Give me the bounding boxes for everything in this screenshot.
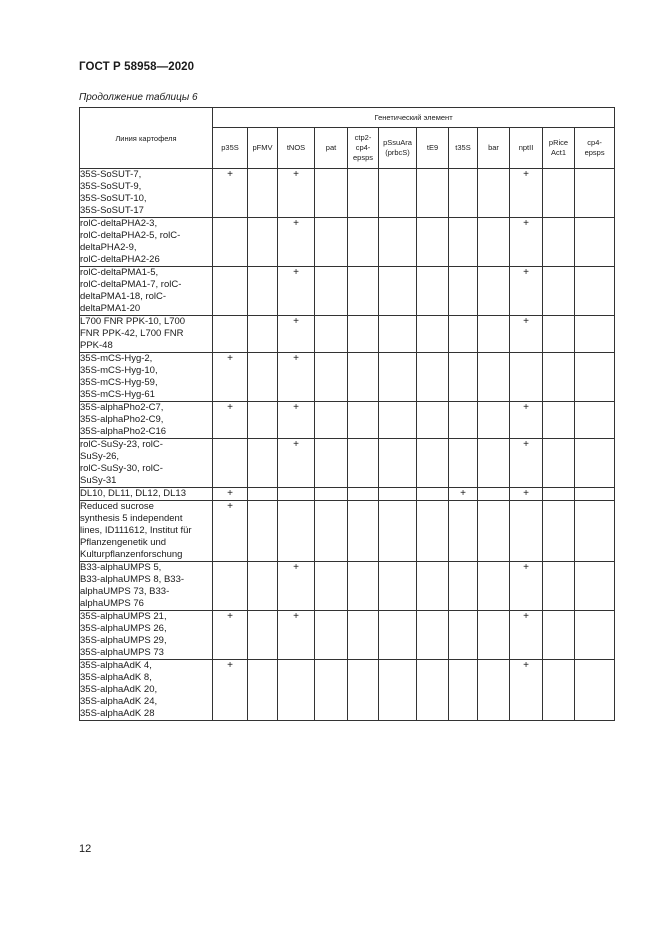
element-mark-cell [213,562,248,611]
element-mark-cell [575,660,615,721]
table-caption: Продолжение таблицы 6 [79,92,198,103]
element-mark-cell [449,501,478,562]
table-row [80,267,615,316]
element-mark-cell [348,402,379,439]
element-mark-cell [315,660,348,721]
element-mark-cell [315,218,348,267]
element-mark-cell [575,439,615,488]
element-mark-cell [417,562,449,611]
table-row [80,353,615,402]
element-mark-cell [417,353,449,402]
element-mark-cell: + [278,562,315,611]
element-mark-cell: + [278,316,315,353]
element-mark-cell: + [510,611,543,660]
element-mark-cell [575,501,615,562]
element-mark-cell: + [213,488,248,501]
element-mark-cell [379,316,417,353]
element-mark-cell [348,353,379,402]
element-mark-cell [315,316,348,353]
table-row [80,660,615,721]
element-mark-cell [417,611,449,660]
element-mark-cell [510,501,543,562]
element-mark-cell [478,611,510,660]
element-mark-cell [248,169,278,218]
element-mark-cell [248,316,278,353]
element-mark-cell [417,439,449,488]
element-mark-cell: + [278,169,315,218]
line-name-cell: 35S-alphaUMPS 21, 35S-alphaUMPS 26, 35S-alphaUMPS 29, 35S-alphaUMPS 73 [80,611,213,660]
element-mark-cell [248,501,278,562]
table-row [80,611,615,660]
element-mark-cell [348,562,379,611]
element-mark-cell [449,316,478,353]
line-name-cell: rolC-SuSy-23, rolC- SuSy-26, rolC-SuSy-30, rolC- SuSy-31 [80,439,213,488]
column-header: t35S [449,128,478,169]
element-mark-cell [248,402,278,439]
element-mark-cell [478,353,510,402]
page-number: 12 [79,843,92,855]
element-mark-cell [417,402,449,439]
element-mark-cell [575,316,615,353]
element-mark-cell [478,316,510,353]
element-mark-cell: + [278,353,315,402]
element-mark-cell [213,267,248,316]
column-header: tE9 [417,128,449,169]
line-name-cell: L700 FNR PPK-10, L700 FNR PPK-42, L700 FNR PPK-48 [80,316,213,353]
element-mark-cell: + [213,501,248,562]
column-header: pat [315,128,348,169]
element-mark-cell [417,660,449,721]
document-title: ГОСТ Р 58958—2020 [79,61,195,73]
line-name-cell: 35S-alphaPho2-C7, 35S-alphaPho2-C9, 35S-alphaPho2-C16 [80,402,213,439]
column-header: ctp2- cp4- epsps [348,128,379,169]
element-mark-cell [379,501,417,562]
element-mark-cell [417,316,449,353]
element-mark-cell [315,611,348,660]
column-header: tNOS [278,128,315,169]
element-mark-cell [379,488,417,501]
element-mark-cell [449,611,478,660]
element-mark-cell [315,353,348,402]
element-mark-cell [478,660,510,721]
line-name-cell: B33-alphaUMPS 5, B33-alphaUMPS 8, B33- alphaUMPS 73, B33- alphaUMPS 76 [80,562,213,611]
element-mark-cell: + [213,402,248,439]
element-mark-cell [348,501,379,562]
element-mark-cell: + [510,562,543,611]
element-mark-cell: + [510,218,543,267]
element-mark-cell [379,169,417,218]
element-mark-cell [379,611,417,660]
element-mark-cell [348,611,379,660]
element-mark-cell [543,611,575,660]
line-name-cell: 35S-SoSUT-7, 35S-SoSUT-9, 35S-SoSUT-10, 35S-SoSUT-17 [80,169,213,218]
element-mark-cell [575,562,615,611]
element-mark-cell [449,562,478,611]
line-name-cell: rolC-deltaPMA1-5, rolC-deltaPMA1-7, rolC- deltaPMA1-18, rolC- deltaPMA1-20 [80,267,213,316]
column-header: nptII [510,128,543,169]
element-mark-cell [543,660,575,721]
element-mark-cell [543,316,575,353]
table-row [80,562,615,611]
element-mark-cell [449,402,478,439]
element-mark-cell [248,562,278,611]
element-mark-cell [315,501,348,562]
element-mark-cell [248,611,278,660]
table-row [80,169,615,218]
column-header: p35S [213,128,248,169]
element-mark-cell [278,488,315,501]
element-mark-cell [449,218,478,267]
element-mark-cell [417,501,449,562]
element-mark-cell: + [278,611,315,660]
column-header: pSsuAra (prbcS) [379,128,417,169]
element-mark-cell [315,402,348,439]
element-mark-cell [417,267,449,316]
element-mark-cell [478,169,510,218]
element-mark-cell: + [278,402,315,439]
element-mark-cell [348,169,379,218]
element-mark-cell [315,169,348,218]
element-mark-cell [379,218,417,267]
element-mark-cell [379,267,417,316]
element-mark-cell [449,353,478,402]
element-mark-cell: + [510,267,543,316]
line-name-cell: 35S-alphaAdK 4, 35S-alphaAdK 8, 35S-alphaAdK 20, 35S-alphaAdK 24, 35S-alphaAdK 28 [80,660,213,721]
table-row [80,402,615,439]
element-mark-cell [543,562,575,611]
element-mark-cell [478,218,510,267]
element-mark-cell [575,353,615,402]
element-mark-cell [478,501,510,562]
element-mark-cell: + [213,169,248,218]
table-row [80,316,615,353]
element-mark-cell [478,439,510,488]
element-mark-cell [417,488,449,501]
element-mark-cell [478,488,510,501]
element-mark-cell [543,267,575,316]
element-mark-cell [348,488,379,501]
element-mark-cell: + [510,488,543,501]
table-row [80,488,615,501]
element-mark-cell [348,660,379,721]
table-row [80,218,615,267]
element-mark-cell: + [213,660,248,721]
element-mark-cell [348,316,379,353]
element-mark-cell [248,353,278,402]
element-mark-cell [510,353,543,402]
element-mark-cell [248,218,278,267]
element-mark-cell: + [510,660,543,721]
element-mark-cell [248,439,278,488]
line-name-cell: DL10, DL11, DL12, DL13 [80,488,213,501]
column-header: bar [478,128,510,169]
element-mark-cell [379,562,417,611]
element-mark-cell [379,402,417,439]
element-mark-cell [379,353,417,402]
element-mark-cell [575,267,615,316]
element-mark-cell: + [510,402,543,439]
element-mark-cell [213,316,248,353]
element-mark-cell [543,439,575,488]
element-mark-cell: + [449,488,478,501]
element-mark-cell [315,267,348,316]
element-mark-cell [543,501,575,562]
element-mark-cell [379,439,417,488]
element-mark-cell [348,439,379,488]
element-mark-cell [248,267,278,316]
element-mark-cell [379,660,417,721]
element-mark-cell [213,439,248,488]
element-mark-cell [543,218,575,267]
element-mark-cell [417,218,449,267]
element-mark-cell [315,488,348,501]
table-row [80,439,615,488]
element-mark-cell: + [213,353,248,402]
genetic-elements-table [79,107,615,721]
element-mark-cell [348,267,379,316]
element-mark-cell [478,267,510,316]
element-mark-cell: + [278,218,315,267]
element-mark-cell [543,169,575,218]
element-mark-cell: + [278,267,315,316]
element-mark-cell [575,169,615,218]
column-header: pRice Act1 [543,128,575,169]
line-name-cell: Reduced sucrose synthesis 5 independent lines, ID111612, Institut für Pflanzengenetik und Kulturpflanzenforschung [80,501,213,562]
element-mark-cell [248,488,278,501]
element-mark-cell [449,169,478,218]
column-header: cp4- epsps [575,128,615,169]
line-name-cell: 35S-mCS-Hyg-2, 35S-mCS-Hyg-10, 35S-mCS-Hyg-59, 35S-mCS-Hyg-61 [80,353,213,402]
element-mark-cell [575,402,615,439]
element-mark-cell [449,439,478,488]
element-mark-cell [478,562,510,611]
element-mark-cell [575,611,615,660]
element-mark-cell [543,353,575,402]
element-mark-cell: + [213,611,248,660]
element-mark-cell [449,267,478,316]
element-mark-cell [575,218,615,267]
element-mark-cell: + [278,439,315,488]
header-line-potato: Линия картофеля [80,108,213,169]
element-mark-cell [449,660,478,721]
element-mark-cell [575,488,615,501]
line-name-cell: rolC-deltaPHA2-3, rolC-deltaPHA2-5, rolC- deltaPHA2-9, rolC-deltaPHA2-26 [80,218,213,267]
element-mark-cell: + [510,439,543,488]
table-row [80,501,615,562]
element-mark-cell [478,402,510,439]
element-mark-cell [213,218,248,267]
element-mark-cell [315,562,348,611]
element-mark-cell [543,488,575,501]
element-mark-cell: + [510,169,543,218]
element-mark-cell [417,169,449,218]
element-mark-cell [315,439,348,488]
column-header: pFMV [248,128,278,169]
header-genetic-element: Генетический элемент [213,108,615,128]
element-mark-cell [348,218,379,267]
element-mark-cell [248,660,278,721]
element-mark-cell [278,660,315,721]
element-mark-cell [278,501,315,562]
element-mark-cell [543,402,575,439]
element-mark-cell: + [510,316,543,353]
